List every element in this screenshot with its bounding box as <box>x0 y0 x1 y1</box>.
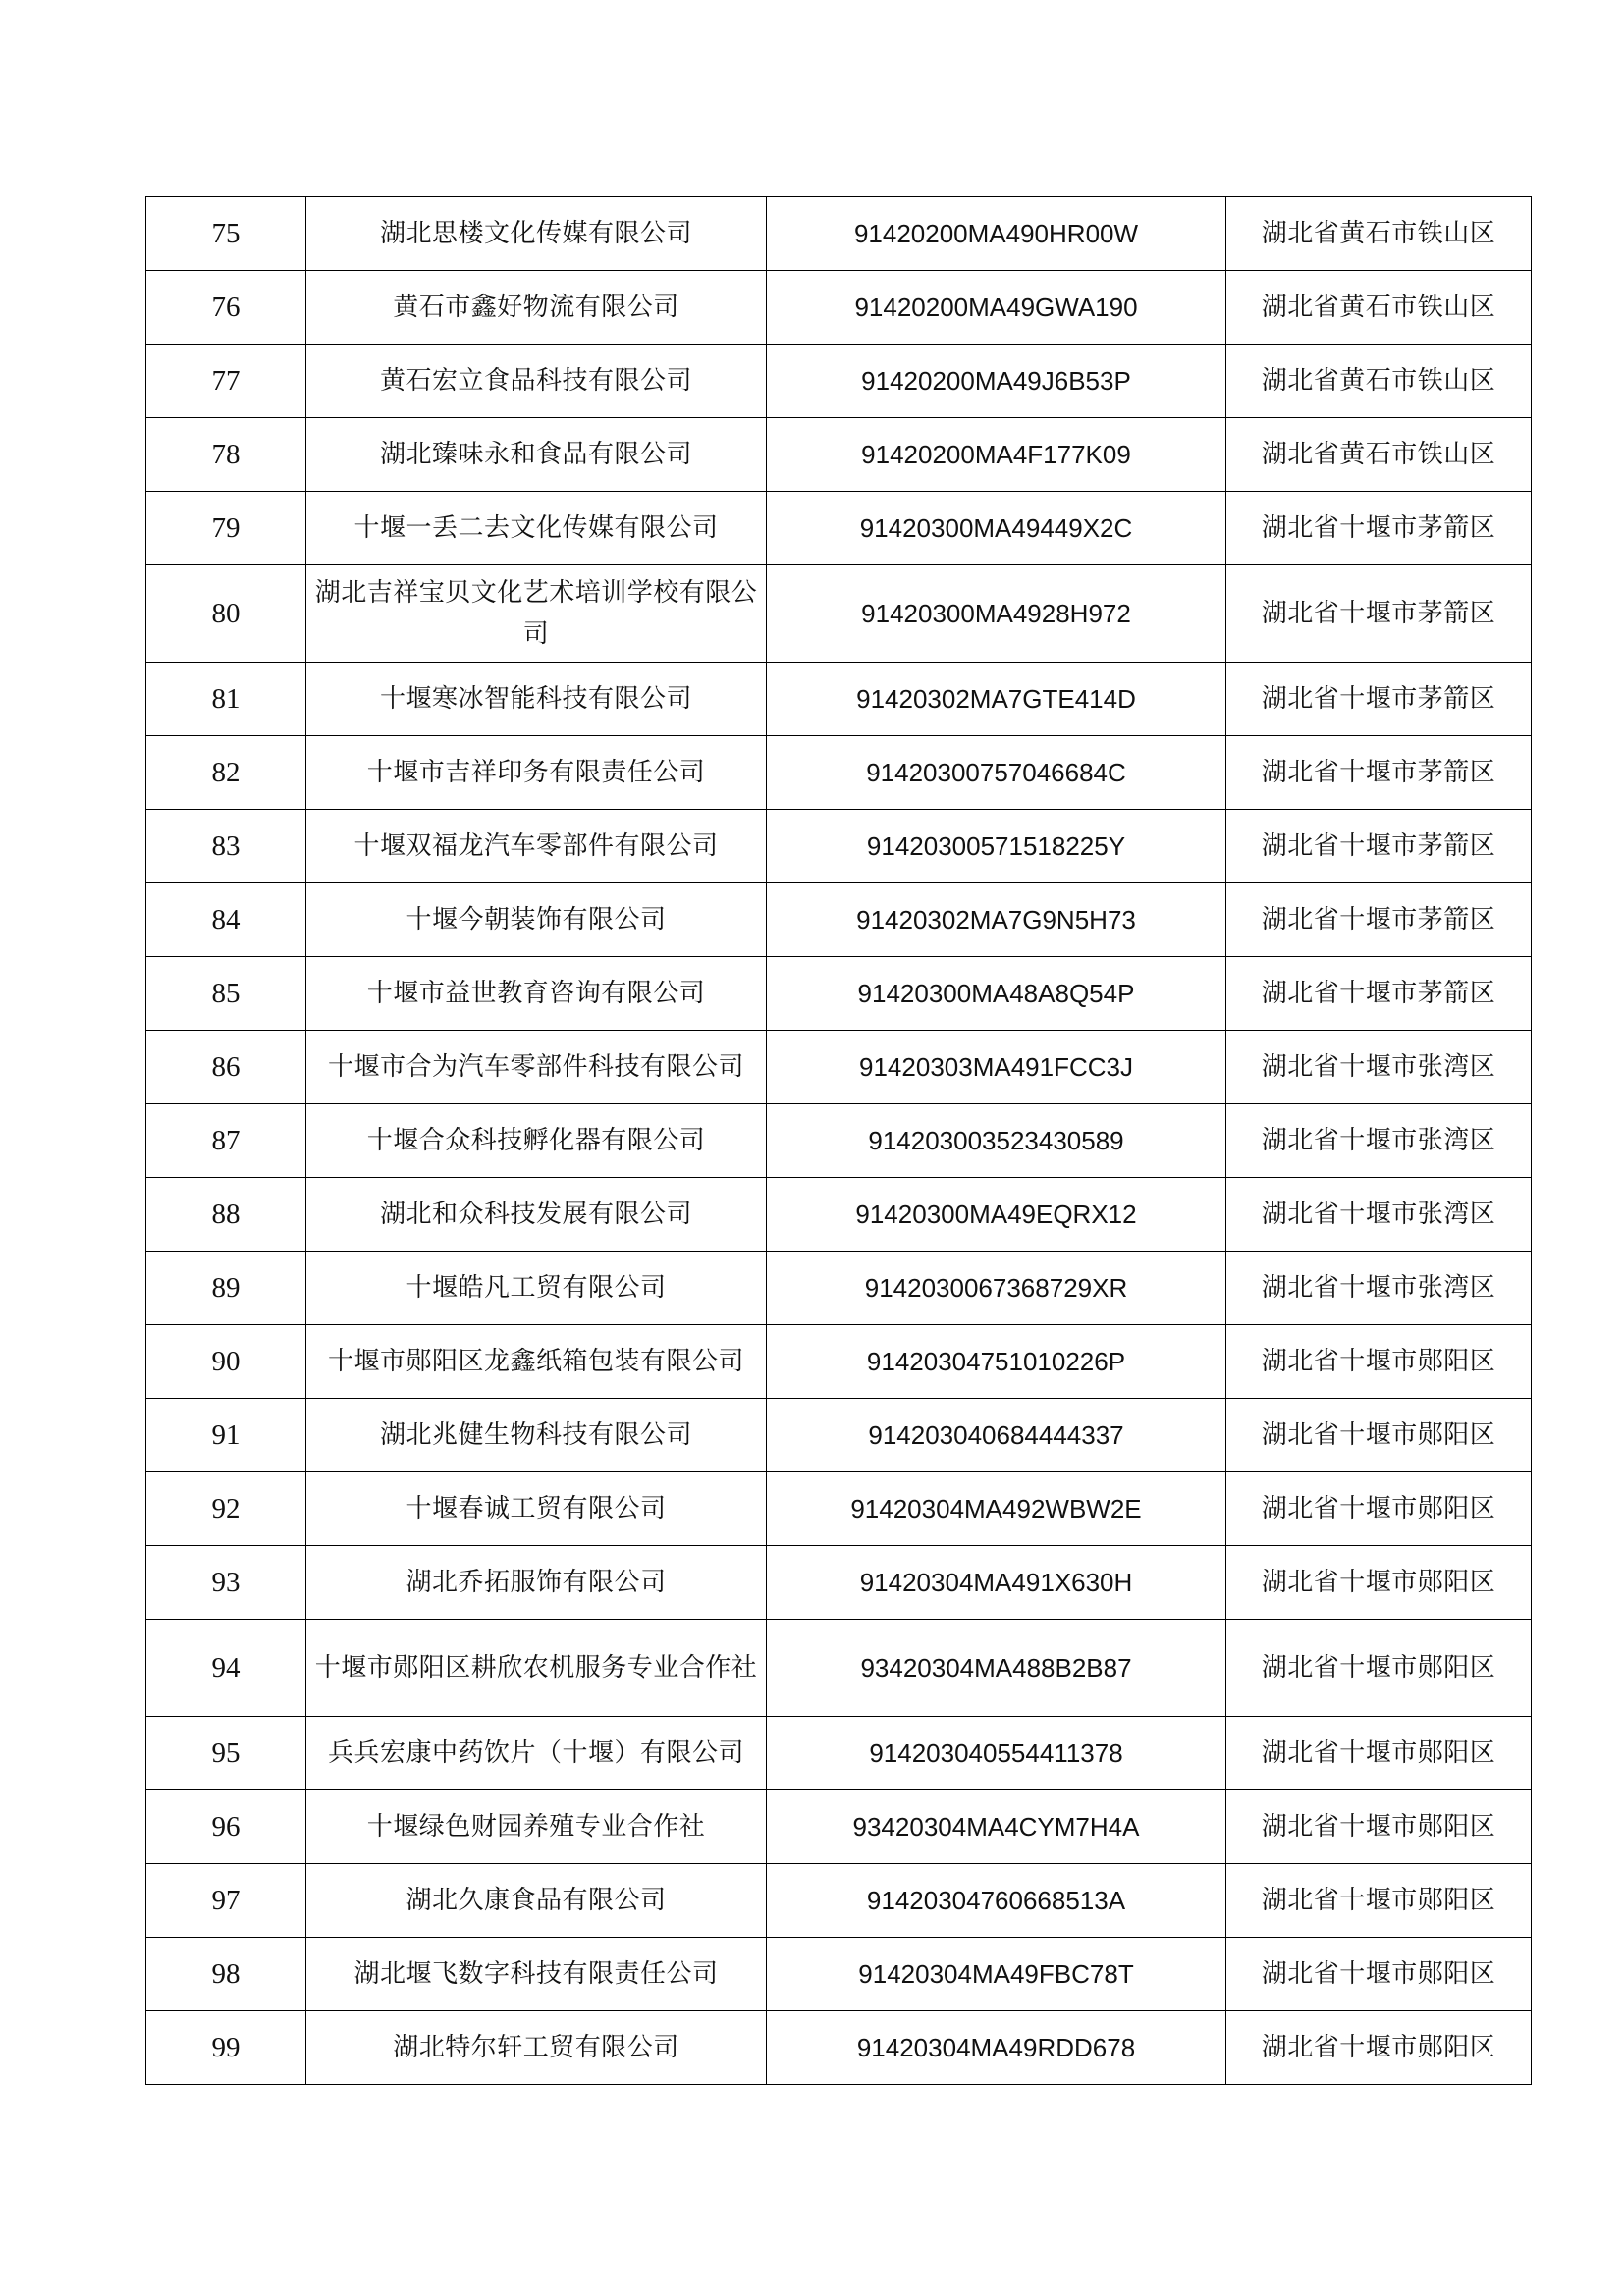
company-name-cell: 黄石宏立食品科技有限公司 <box>306 345 767 418</box>
table-row <box>146 345 1532 418</box>
address-cell: 湖北省十堰市茅箭区 <box>1226 883 1532 957</box>
credit-code-cell: 91420304MA492WBW2E <box>767 1472 1226 1546</box>
address-cell: 湖北省十堰市郧阳区 <box>1226 1399 1532 1472</box>
row-number-cell: 88 <box>146 1178 306 1252</box>
company-name-cell: 十堰市益世教育咨询有限公司 <box>306 957 767 1031</box>
row-number-cell: 81 <box>146 663 306 736</box>
company-name-cell: 十堰双福龙汽车零部件有限公司 <box>306 810 767 883</box>
table-row <box>146 1620 1532 1717</box>
table-row <box>146 271 1532 345</box>
company-name-cell: 十堰合众科技孵化器有限公司 <box>306 1104 767 1178</box>
company-name-cell: 湖北久康食品有限公司 <box>306 1864 767 1938</box>
row-number-cell: 98 <box>146 1938 306 2011</box>
table-row <box>146 1864 1532 1938</box>
row-number-cell: 97 <box>146 1864 306 1938</box>
table-row <box>146 1790 1532 1864</box>
address-cell: 湖北省十堰市郧阳区 <box>1226 1717 1532 1790</box>
row-number-cell: 76 <box>146 271 306 345</box>
row-number-cell: 78 <box>146 418 306 492</box>
address-cell: 湖北省十堰市茅箭区 <box>1226 810 1532 883</box>
credit-code-cell: 91420200MA49J6B53P <box>767 345 1226 418</box>
address-cell: 湖北省十堰市郧阳区 <box>1226 1546 1532 1620</box>
company-name-cell: 兵兵宏康中药饮片（十堰）有限公司 <box>306 1717 767 1790</box>
address-cell: 湖北省十堰市张湾区 <box>1226 1104 1532 1178</box>
company-name-cell: 十堰市合为汽车零部件科技有限公司 <box>306 1031 767 1104</box>
company-name-cell: 湖北乔拓服饰有限公司 <box>306 1546 767 1620</box>
row-number-cell: 83 <box>146 810 306 883</box>
row-number-cell: 89 <box>146 1252 306 1325</box>
credit-code-cell: 91420300MA49449X2C <box>767 492 1226 565</box>
company-name-cell: 黄石市鑫好物流有限公司 <box>306 271 767 345</box>
credit-code-cell: 9142030067368729XR <box>767 1252 1226 1325</box>
address-cell: 湖北省十堰市郧阳区 <box>1226 1864 1532 1938</box>
row-number-cell: 92 <box>146 1472 306 1546</box>
credit-code-cell: 91420300MA4928H972 <box>767 565 1226 663</box>
company-name-cell: 十堰一丢二去文化传媒有限公司 <box>306 492 767 565</box>
credit-code-cell: 914203040684444337 <box>767 1399 1226 1472</box>
address-cell: 湖北省十堰市张湾区 <box>1226 1031 1532 1104</box>
table-row <box>146 1031 1532 1104</box>
row-number-cell: 82 <box>146 736 306 810</box>
company-name-cell: 湖北和众科技发展有限公司 <box>306 1178 767 1252</box>
table-row <box>146 663 1532 736</box>
company-name-cell: 湖北臻味永和食品有限公司 <box>306 418 767 492</box>
table-row <box>146 1399 1532 1472</box>
row-number-cell: 75 <box>146 197 306 271</box>
company-name-cell: 湖北特尔轩工贸有限公司 <box>306 2011 767 2085</box>
table-row <box>146 1546 1532 1620</box>
credit-code-cell: 91420300MA49EQRX12 <box>767 1178 1226 1252</box>
row-number-cell: 77 <box>146 345 306 418</box>
table-row <box>146 883 1532 957</box>
table-row <box>146 1178 1532 1252</box>
table-row <box>146 957 1532 1031</box>
table-row <box>146 1325 1532 1399</box>
row-number-cell: 96 <box>146 1790 306 1864</box>
table-row <box>146 418 1532 492</box>
address-cell: 湖北省黄石市铁山区 <box>1226 418 1532 492</box>
table-row <box>146 2011 1532 2085</box>
company-name-cell: 十堰今朝装饰有限公司 <box>306 883 767 957</box>
company-name-cell: 十堰市郧阳区龙鑫纸箱包装有限公司 <box>306 1325 767 1399</box>
row-number-cell: 90 <box>146 1325 306 1399</box>
table-row <box>146 492 1532 565</box>
address-cell: 湖北省十堰市张湾区 <box>1226 1178 1532 1252</box>
credit-code-cell: 91420303MA491FCC3J <box>767 1031 1226 1104</box>
row-number-cell: 80 <box>146 565 306 663</box>
credit-code-cell: 91420304751010226P <box>767 1325 1226 1399</box>
credit-code-cell: 91420304MA49RDD678 <box>767 2011 1226 2085</box>
address-cell: 湖北省十堰市郧阳区 <box>1226 1938 1532 2011</box>
credit-code-cell: 91420302MA7G9N5H73 <box>767 883 1226 957</box>
row-number-cell: 91 <box>146 1399 306 1472</box>
company-name-cell: 湖北兆健生物科技有限公司 <box>306 1399 767 1472</box>
address-cell: 湖北省十堰市茅箭区 <box>1226 492 1532 565</box>
company-name-cell: 十堰市吉祥印务有限责任公司 <box>306 736 767 810</box>
address-cell: 湖北省十堰市郧阳区 <box>1226 1325 1532 1399</box>
company-name-cell: 十堰皓凡工贸有限公司 <box>306 1252 767 1325</box>
company-name-cell: 湖北吉祥宝贝文化艺术培训学校有限公司 <box>306 565 767 663</box>
address-cell: 湖北省十堰市郧阳区 <box>1226 1790 1532 1864</box>
address-cell: 湖北省黄石市铁山区 <box>1226 345 1532 418</box>
table-row <box>146 1717 1532 1790</box>
credit-code-cell: 914203040554411378 <box>767 1717 1226 1790</box>
row-number-cell: 94 <box>146 1620 306 1717</box>
credit-code-cell: 91420300MA48A8Q54P <box>767 957 1226 1031</box>
row-number-cell: 85 <box>146 957 306 1031</box>
row-number-cell: 87 <box>146 1104 306 1178</box>
credit-code-cell: 91420200MA4F177K09 <box>767 418 1226 492</box>
credit-code-cell: 91420304MA49FBC78T <box>767 1938 1226 2011</box>
credit-code-cell: 91420302MA7GTE414D <box>767 663 1226 736</box>
table-row <box>146 1104 1532 1178</box>
table-row <box>146 565 1532 663</box>
table-row <box>146 197 1532 271</box>
company-name-cell: 湖北思楼文化传媒有限公司 <box>306 197 767 271</box>
company-registry-table <box>145 196 1532 2085</box>
row-number-cell: 93 <box>146 1546 306 1620</box>
table-row <box>146 1472 1532 1546</box>
table-row <box>146 1252 1532 1325</box>
table-row <box>146 1938 1532 2011</box>
address-cell: 湖北省十堰市茅箭区 <box>1226 565 1532 663</box>
credit-code-cell: 914203003523430589 <box>767 1104 1226 1178</box>
table-row <box>146 736 1532 810</box>
credit-code-cell: 91420300757046684C <box>767 736 1226 810</box>
credit-code-cell: 91420300571518225Y <box>767 810 1226 883</box>
company-name-cell: 十堰寒冰智能科技有限公司 <box>306 663 767 736</box>
address-cell: 湖北省十堰市茅箭区 <box>1226 736 1532 810</box>
row-number-cell: 79 <box>146 492 306 565</box>
credit-code-cell: 93420304MA488B2B87 <box>767 1620 1226 1717</box>
credit-code-cell: 91420304MA491X630H <box>767 1546 1226 1620</box>
row-number-cell: 95 <box>146 1717 306 1790</box>
credit-code-cell: 91420200MA49GWA190 <box>767 271 1226 345</box>
credit-code-cell: 91420200MA490HR00W <box>767 197 1226 271</box>
address-cell: 湖北省十堰市郧阳区 <box>1226 1472 1532 1546</box>
row-number-cell: 86 <box>146 1031 306 1104</box>
table-body <box>146 197 1532 2085</box>
company-name-cell: 十堰春诚工贸有限公司 <box>306 1472 767 1546</box>
row-number-cell: 84 <box>146 883 306 957</box>
address-cell: 湖北省十堰市茅箭区 <box>1226 957 1532 1031</box>
company-name-cell: 湖北堰飞数字科技有限责任公司 <box>306 1938 767 2011</box>
address-cell: 湖北省十堰市郧阳区 <box>1226 2011 1532 2085</box>
address-cell: 湖北省十堰市茅箭区 <box>1226 663 1532 736</box>
company-name-cell: 十堰市郧阳区耕欣农机服务专业合作社 <box>306 1620 767 1717</box>
address-cell: 湖北省十堰市张湾区 <box>1226 1252 1532 1325</box>
row-number-cell: 99 <box>146 2011 306 2085</box>
address-cell: 湖北省十堰市郧阳区 <box>1226 1620 1532 1717</box>
address-cell: 湖北省黄石市铁山区 <box>1226 271 1532 345</box>
company-name-cell: 十堰绿色财园养殖专业合作社 <box>306 1790 767 1864</box>
table-row <box>146 810 1532 883</box>
credit-code-cell: 93420304MA4CYM7H4A <box>767 1790 1226 1864</box>
address-cell: 湖北省黄石市铁山区 <box>1226 197 1532 271</box>
credit-code-cell: 91420304760668513A <box>767 1864 1226 1938</box>
